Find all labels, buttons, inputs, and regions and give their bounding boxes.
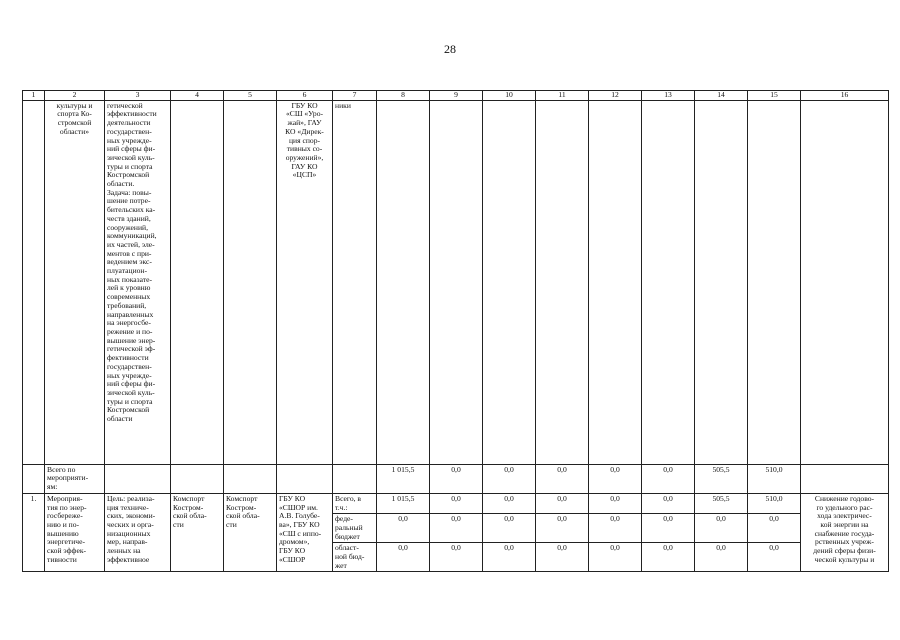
source-value: 0,0 (483, 514, 536, 543)
item-coexecutor: Комспорт Костром- ской обла- сти (224, 493, 277, 572)
cell (277, 464, 333, 493)
source-label: област- ной бюд- жет (333, 543, 377, 572)
source-value: 0,0 (430, 514, 483, 543)
cell (801, 100, 889, 464)
col-header: 2 (45, 91, 105, 101)
source-value: 0,0 (536, 543, 589, 572)
total-value: 1 015,5 (377, 464, 430, 493)
table-row-item (23, 493, 889, 513)
col-header: 12 (589, 91, 642, 101)
executors-cell: ГБУ КО «СШ «Уро- жай», ГАУ КО «Дирек- ция спор- тивных со- оружений», ГАУ КО «ЦСП» (277, 100, 333, 464)
item-responsible: Комспорт Костром- ской обла- сти (171, 493, 224, 572)
goal-task-cell: гетической эффективности деятельности государствен- ных учрежде- ний сферы фи- зической куль- туры и спорта Костромской области. Задача: повы- шение потре- бительских ка- честв зданий, сооружений, коммуникаций, их частей, эле- ментов с при- ведением экс- плуатацион- ных показате- лей к уровню современных требований, направленных на энергосбе- режение и по- вышение энер- гетической эф- фективности государствен- ных учрежде- ний сферы фи- зической куль- туры и спорта Костромской области (105, 100, 171, 464)
item-number: 1. (23, 493, 45, 572)
item-result: Снижение годово- го удельного рас- хода электричес- кой энергии на снабжение госуда- рственных учреж- дений сферы физи- ческой культуры и (801, 493, 889, 572)
table-row-total (23, 464, 889, 493)
col-header: 10 (483, 91, 536, 101)
source-value: 0,0 (642, 543, 695, 572)
source-value: 0,0 (589, 493, 642, 513)
source-value: 0,0 (748, 543, 801, 572)
source-value: 0,0 (430, 543, 483, 572)
item-goal: Цель: реализа- ция техниче- ских, экономи- ческих и орга- низационных мер, направ- ленных на эффективное (105, 493, 171, 572)
cell (105, 464, 171, 493)
source-value: 0,0 (695, 543, 748, 572)
source-value: 0,0 (430, 493, 483, 513)
item-name: Мероприя- тия по энер- госбереже- нию и по- вышению энергетиче- ской эффек- тивности (45, 493, 105, 572)
total-value: 0,0 (536, 464, 589, 493)
col-header: 15 (748, 91, 801, 101)
col-header: 7 (333, 91, 377, 101)
total-value: 0,0 (589, 464, 642, 493)
col-header: 13 (642, 91, 695, 101)
program-name-cell: культуры и спорта Ко- стромской области» (45, 100, 105, 464)
col-header: 1 (23, 91, 45, 101)
source-value: 1 015,5 (377, 493, 430, 513)
col-header: 9 (430, 91, 483, 101)
col-header: 5 (224, 91, 277, 101)
cell (23, 464, 45, 493)
cell (224, 100, 277, 464)
page-number: 28 (444, 42, 456, 56)
source-value: 0,0 (536, 514, 589, 543)
source-value: 0,0 (589, 514, 642, 543)
total-label: Всего по мероприяти- ям: (45, 464, 105, 493)
source-value: 0,0 (748, 514, 801, 543)
source-value: 505,5 (695, 493, 748, 513)
cell (333, 464, 377, 493)
col-header: 3 (105, 91, 171, 101)
source-value: 0,0 (536, 493, 589, 513)
cell (483, 100, 536, 464)
cell (171, 464, 224, 493)
source-value: 0,0 (483, 543, 536, 572)
cell (748, 100, 801, 464)
cell (642, 100, 695, 464)
source-value: 0,0 (589, 543, 642, 572)
col-header: 11 (536, 91, 589, 101)
source-value: 0,0 (642, 514, 695, 543)
cell (171, 100, 224, 464)
item-executors: ГБУ КО «СШОР им. А.В. Голубе- ва», ГБУ КО «СШ с иппо- дромом», ГБУ КО «СШОР (277, 493, 333, 572)
table-row-continuation (23, 100, 889, 464)
col-header: 6 (277, 91, 333, 101)
total-value: 0,0 (430, 464, 483, 493)
budget-table (22, 90, 889, 572)
total-value: 0,0 (483, 464, 536, 493)
total-value: 510,0 (748, 464, 801, 493)
col-header: 16 (801, 91, 889, 101)
cell (224, 464, 277, 493)
total-value: 0,0 (642, 464, 695, 493)
source-label: Всего, в т.ч.: (333, 493, 377, 513)
col-header: 4 (171, 91, 224, 101)
cell (377, 100, 430, 464)
source-value: 0,0 (377, 514, 430, 543)
cell (695, 100, 748, 464)
source-value: 0,0 (695, 514, 748, 543)
cell (23, 100, 45, 464)
source-value: 0,0 (377, 543, 430, 572)
source-value: 0,0 (642, 493, 695, 513)
total-value: 505,5 (695, 464, 748, 493)
header-row (23, 91, 889, 101)
source-label: феде- ральный бюджет (333, 514, 377, 543)
cell (589, 100, 642, 464)
source-value: 510,0 (748, 493, 801, 513)
source-value: 0,0 (483, 493, 536, 513)
cell (536, 100, 589, 464)
cell (801, 464, 889, 493)
source-cell: ники (333, 100, 377, 464)
col-header: 8 (377, 91, 430, 101)
cell (430, 100, 483, 464)
col-header: 14 (695, 91, 748, 101)
